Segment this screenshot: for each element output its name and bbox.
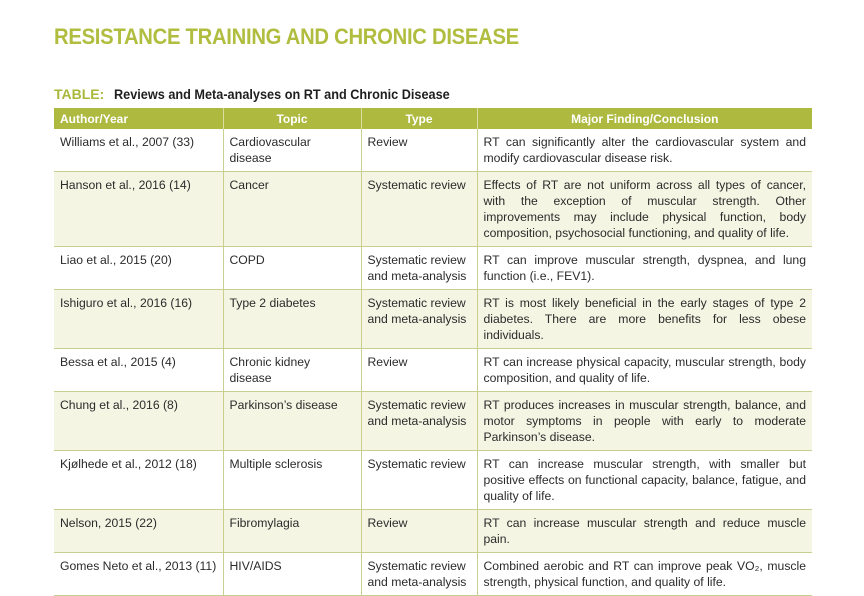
cell-topic: Multiple sclerosis: [223, 451, 361, 510]
cell-type: Systematic review and meta-analysis: [361, 247, 477, 290]
cell-type: Systematic review and meta-analysis: [361, 290, 477, 349]
table-row: [54, 129, 812, 172]
header-topic: Topic: [223, 108, 361, 129]
caption-text: Reviews and Meta-analyses on RT and Chronic Disease: [114, 87, 450, 102]
page-title: RESISTANCE TRAINING AND CHRONIC DISEASE: [54, 24, 519, 49]
cell-topic: COPD: [223, 247, 361, 290]
cell-author: Gomes Neto et al., 2013 (11): [54, 553, 223, 596]
caption-label: TABLE:: [54, 86, 105, 102]
reviews-table: [54, 108, 812, 596]
cell-author: Nelson, 2015 (22): [54, 510, 223, 553]
table-caption: [54, 86, 471, 102]
cell-topic: Cancer: [223, 172, 361, 247]
cell-author: Ishiguro et al., 2016 (16): [54, 290, 223, 349]
table-row: [54, 553, 812, 596]
cell-topic: Fibromylagia: [223, 510, 361, 553]
cell-author: Chung et al., 2016 (8): [54, 392, 223, 451]
table-row: [54, 349, 812, 392]
cell-type: Systematic review: [361, 451, 477, 510]
cell-finding: RT can increase muscular strength, with smaller but positive effects on functional capacity, balance, fatigue, and quality of life.: [477, 451, 812, 510]
cell-type: Review: [361, 349, 477, 392]
cell-author: Williams et al., 2007 (33): [54, 129, 223, 172]
table-row: [54, 451, 812, 510]
cell-finding: RT can improve muscular strength, dyspnea, and lung function (i.e., FEV1).: [477, 247, 812, 290]
cell-finding: RT is most likely beneficial in the early stages of type 2 diabetes. There are more benefits for less obese individuals.: [477, 290, 812, 349]
cell-type: Systematic review: [361, 172, 477, 247]
cell-finding: Combined aerobic and RT can improve peak VO₂, muscle strength, physical function, and quality of life.: [477, 553, 812, 596]
cell-finding: RT can significantly alter the cardiovascular system and modify cardiovascular disease risk.: [477, 129, 812, 172]
cell-author: Hanson et al., 2016 (14): [54, 172, 223, 247]
cell-finding: RT can increase muscular strength and reduce muscle pain.: [477, 510, 812, 553]
cell-author: Bessa et al., 2015 (4): [54, 349, 223, 392]
table-row: [54, 290, 812, 349]
cell-finding: RT can increase physical capacity, muscular strength, body composition, and quality of life.: [477, 349, 812, 392]
cell-author: Liao et al., 2015 (20): [54, 247, 223, 290]
cell-topic: Parkinson’s disease: [223, 392, 361, 451]
table-row: [54, 172, 812, 247]
header-type: Type: [361, 108, 477, 129]
header-author-year: Author/Year: [54, 108, 223, 129]
cell-type: Review: [361, 129, 477, 172]
cell-finding: Effects of RT are not uniform across all types of cancer, with the exception of muscular strength. Other improvements may include physical function, body composition, psychosocial functioning, and quality of life.: [477, 172, 812, 247]
table-row: [54, 392, 812, 451]
cell-topic: Chronic kidney disease: [223, 349, 361, 392]
header-finding: Major Finding/Conclusion: [477, 108, 812, 129]
cell-topic: HIV/AIDS: [223, 553, 361, 596]
cell-topic: Cardiovascular disease: [223, 129, 361, 172]
cell-type: Systematic review and meta-analysis: [361, 553, 477, 596]
table-row: [54, 510, 812, 553]
cell-topic: Type 2 diabetes: [223, 290, 361, 349]
cell-type: Systematic review and meta-analysis: [361, 392, 477, 451]
cell-finding: RT produces increases in muscular strength, balance, and motor symptoms in people with early to moderate Parkinson’s disease.: [477, 392, 812, 451]
table-body: [54, 129, 812, 596]
table-row: [54, 247, 812, 290]
cell-author: Kjølhede et al., 2012 (18): [54, 451, 223, 510]
header-row: [54, 108, 812, 129]
table-header: [54, 108, 812, 129]
cell-type: Review: [361, 510, 477, 553]
